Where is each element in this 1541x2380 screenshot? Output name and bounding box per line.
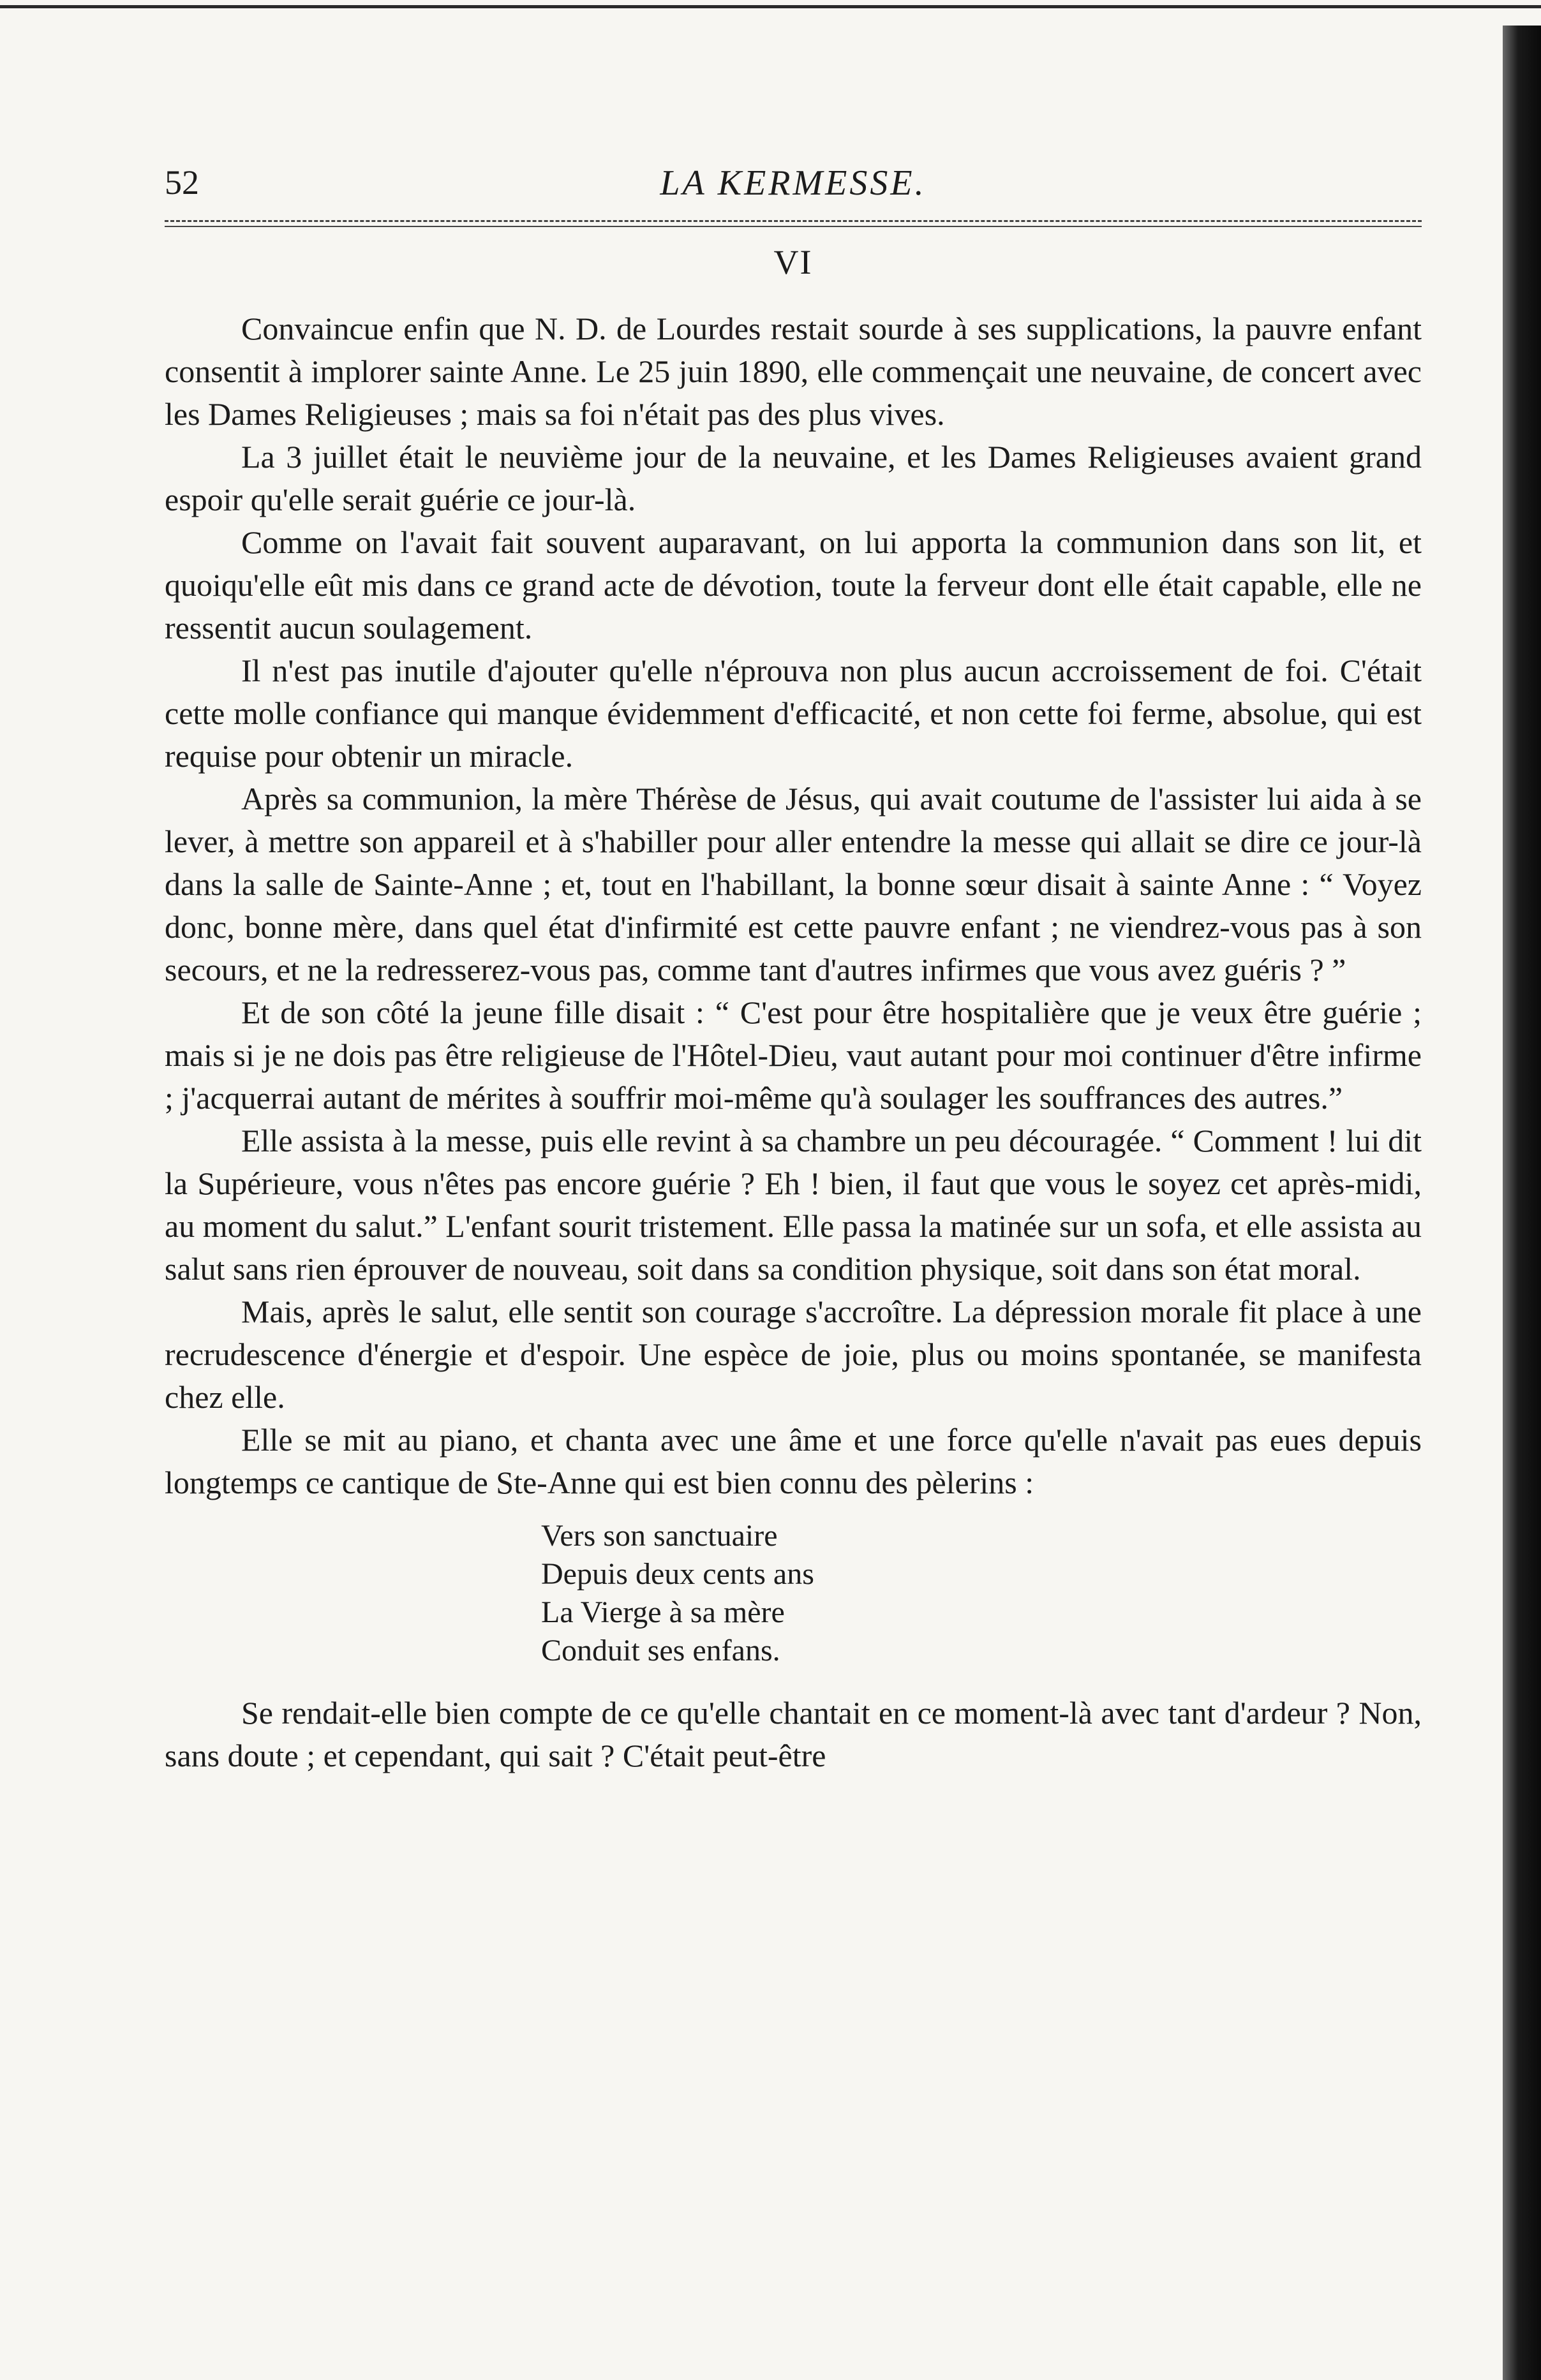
book-binding-edge bbox=[1503, 26, 1541, 2380]
paragraph: Elle assista à la messe, puis elle revint à sa chambre un peu découragée. “ Comment ! lui dit la Supérieure, vous n'êtes pas encore guérie ? Eh ! bien, il faut que vous le soyez cet après-midi, au moment du salut.” L'enfant sourit tristement. Elle passa la matinée sur un sofa, et elle assista au salut sans rien éprouver de nouveau, soit dans sa condition physique, soit dans son état moral. bbox=[165, 1123, 1422, 1287]
hymn-verse bbox=[541, 1517, 1422, 1670]
paragraph: Elle se mit au piano, et chanta avec une âme et une force qu'elle n'avait pas eues depuis longtemps ce cantique de Ste-Anne qui est bien connu des pèlerins : bbox=[165, 1422, 1422, 1500]
paragraph: Convaincue enfin que N. D. de Lourdes restait sourde à ses supplications, la pauvre enfant consentit à implorer sainte Anne. Le 25 juin 1890, elle commençait une neuvaine, de concert avec les Dames Religieuses ; mais sa foi n'était pas des plus vives. bbox=[165, 311, 1422, 432]
paragraph: Et de son côté la jeune fille disait : “ C'est pour être hospitalière que je veux être guérie ; mais si je ne dois pas être religieuse de l'Hôtel-Dieu, vaut autant pour moi continuer d'être infirme ; j'acquerrai autant de mérites à souffrir moi-même qu'à soulager les souffrances des autres.” bbox=[165, 994, 1422, 1116]
header-rule bbox=[165, 220, 1422, 222]
body-text bbox=[165, 307, 1422, 1504]
top-border-line bbox=[0, 5, 1541, 8]
paragraph: Il n'est pas inutile d'ajouter qu'elle n'éprouva non plus aucun accroissement de foi. C'était cette molle confiance qui manque évidemment d'efficacité, et non cette foi ferme, absolue, qui est requise pour obtenir un miracle. bbox=[165, 653, 1422, 774]
page-header bbox=[165, 163, 1422, 214]
page-number: 52 bbox=[165, 163, 199, 202]
paragraph: La 3 juillet était le neuvième jour de la neuvaine, et les Dames Religieuses avaient grand espoir qu'elle serait guérie ce jour-là. bbox=[165, 439, 1422, 517]
verse-line: Conduit ses enfans. bbox=[541, 1634, 780, 1667]
verse-line: Vers son sanctuaire bbox=[541, 1519, 778, 1553]
header-rule-secondary bbox=[165, 226, 1422, 227]
paragraph: Après sa communion, la mère Thérèse de Jésus, qui avait coutume de l'assister lui aida à se lever, à mettre son appareil et à s'habiller pour aller entendre la messe qui allait se dire ce jour-là dans la salle de Sainte-Anne ; et, tout en l'habillant, la bonne sœur disait à sainte Anne : “ Voyez donc, bonne mère, dans quel état d'infirmité est cette pauvre enfant ; ne viendrez-vous pas à son secours, et ne la redresserez-vous pas, comme tant d'autres infirmes que vous avez guéris ? ” bbox=[165, 781, 1422, 987]
verse-line: La Vierge à sa mère bbox=[541, 1595, 785, 1629]
paragraph: Mais, après le salut, elle sentit son courage s'accroître. La dépression morale fit place à une recrudescence d'énergie et d'espoir. Une espèce de joie, plus ou moins spontanée, se manifesta chez elle. bbox=[165, 1294, 1422, 1415]
running-title: LA KERMESSE. bbox=[660, 163, 927, 203]
verse-line: Depuis deux cents ans bbox=[541, 1557, 814, 1591]
book-page bbox=[165, 163, 1422, 1777]
closing-paragraph: Se rendait-elle bien compte de ce qu'elle chantait en ce moment-là avec tant d'ardeur ? Non, sans doute ; et cependant, qui sait ? C'était peut-être bbox=[165, 1695, 1422, 1773]
paragraph: Comme on l'avait fait souvent auparavant, on lui apporta la communion dans son lit, et quoiqu'elle eût mis dans ce grand acte de dévotion, toute la ferveur dont elle était capable, elle ne ressentit aucun soulagement. bbox=[165, 524, 1422, 646]
chapter-heading: VI bbox=[773, 243, 813, 281]
